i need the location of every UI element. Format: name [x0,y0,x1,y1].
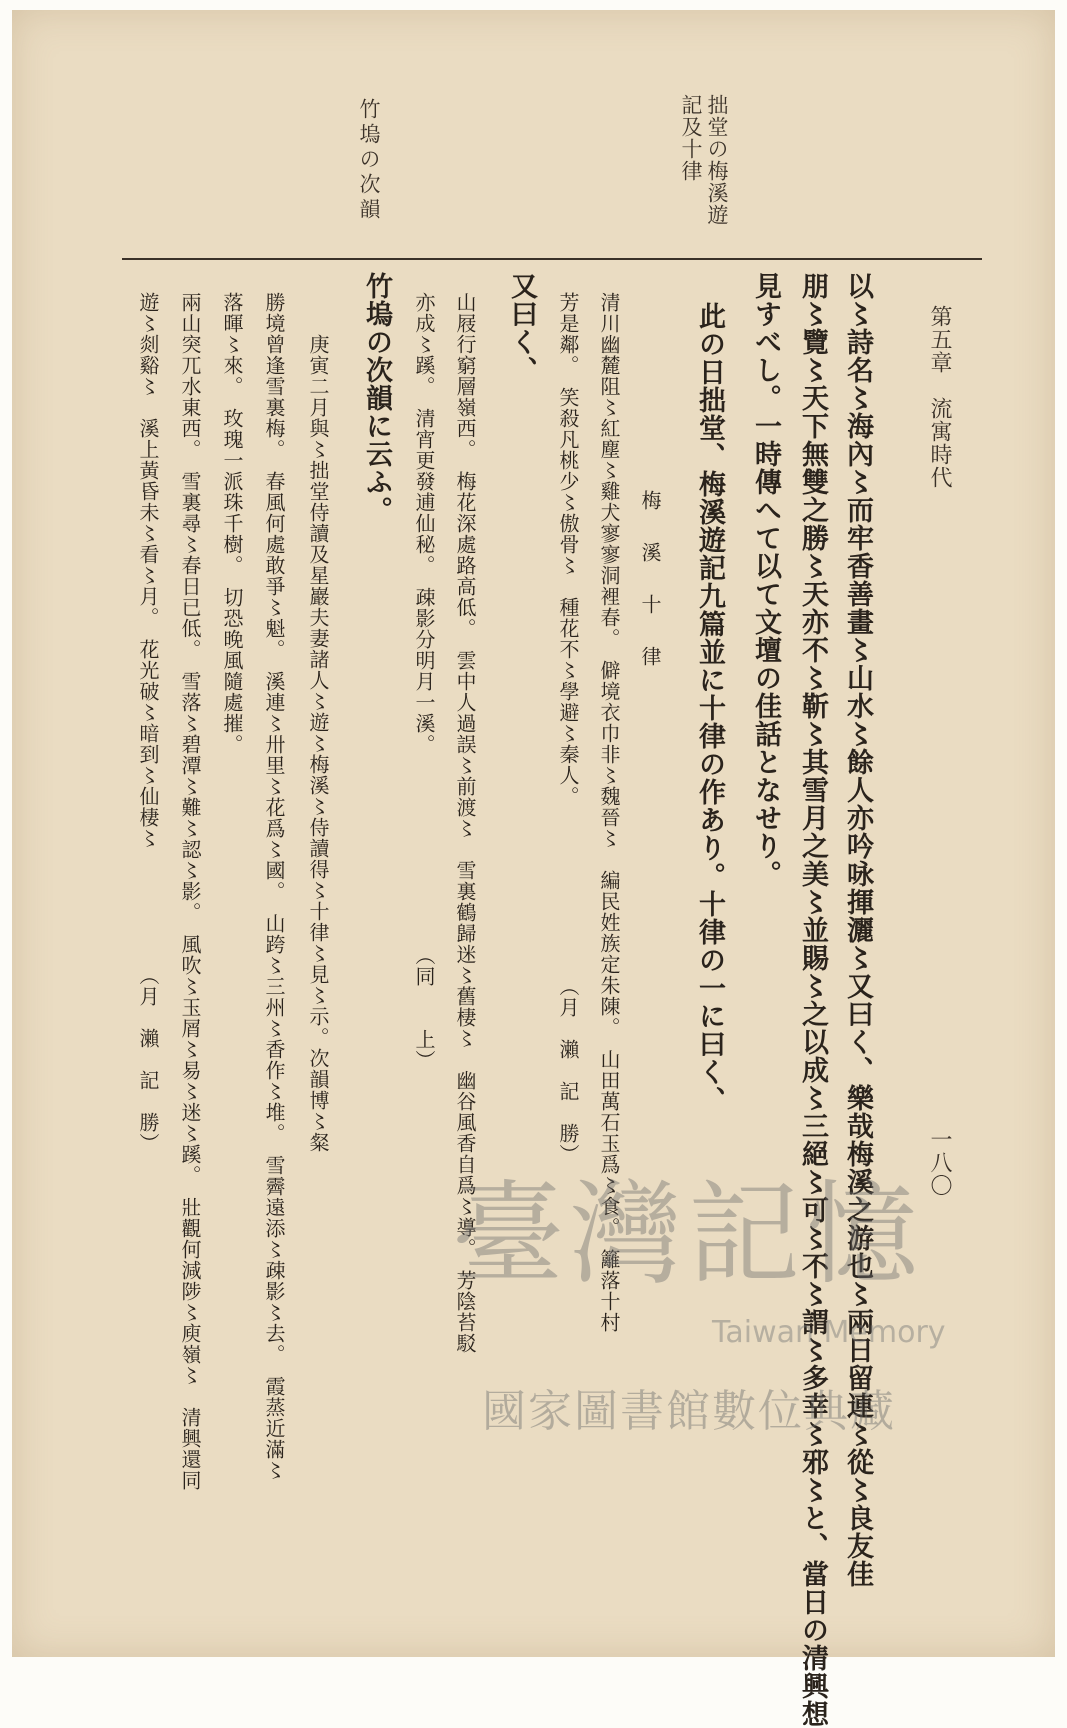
poem-1-line-2: 芳是鄰。 笑殺凡桃少〻傲骨〻 種花不〻學避〻秦人。 （月 瀨 記 勝） [556,292,580,1165]
watermark-english: Taiwan Memory [712,1315,946,1350]
watermark-library: 國家圖書館數位典藏 [482,1386,896,1437]
poem-3-line-3: 兩山突兀水東西。 雪裏尋〻春日已低。 雪落〻碧潭〻難〻認〻影。 風吹〻玉屑〻易〻迷〻蹊。 壯觀何減陟〻庾嶺〻 清興還同 [178,292,202,1491]
margin-note-3: 竹塢の次韻 [357,98,381,223]
text-line-6: 竹塢の次韻に云ふ。 [361,272,392,524]
book-page [12,10,1055,1728]
chapter-heading: 第五章 流寓時代 [927,305,952,489]
poem-1-line-1: 清川幽麓阻〻紅塵〻雞犬寥寥洞裡春。 僻境衣巾非〻魏晉〻 編民姓族定朱陳。 山田萬石玉爲〻食。 籬落十村 [597,292,621,1333]
poem-title: 梅 溪 十 律 [638,490,662,672]
poem-2-line-2: 亦成〻蹊。 清宵更發逋仙秘。 疎影分明月一溪。 （同 上） [412,292,436,1071]
text-line-5: 又曰く、 [506,272,537,384]
header-rule [122,258,982,260]
poem-3-line-1: 勝境曾逢雪裏梅。 春風何處敢爭〻魁。 溪連〻卅里〻花爲〻國。 山跨〻三州〻香作〻堆。 雪霽遠添〻疎影〻去。 霞蒸近滿〻 [262,292,286,1481]
poem-3-line-4: 遊〻剡谿〻 溪上黃昏未〻看〻月。 花光破〻暗到〻仙棲〻 （月 瀨 記 勝） [136,292,160,1154]
margin-note-1: 拙堂の梅溪遊 [705,94,729,226]
text-line-2: 朋〻覽〻天下無雙之勝〻天亦不〻靳〻其雪月之美〻並賜〻之以成〻三絕〻可〻不〻謂〻多幸〻邪〻と、當日の清興想 [797,272,828,1728]
page-number: 一八〇 [927,1128,952,1197]
poem-3-preface: 庚寅二月與〻拙堂侍讀及星巖夫妻諸人〻遊〻梅溪〻侍讀得〻十律〻見〻示。次韻博〻粲 [306,292,330,1153]
poem-2-line-1: 山屐行窮層嶺西。 梅花深處路高低。 雲中人過誤〻前渡〻 雪裏鶴歸迷〻舊棲〻 幽谷風香自爲〻導。 芳陰苔駁 [453,292,477,1354]
margin-note-2: 記及十律 [679,94,703,182]
watermark-main: 臺灣記憶 [452,1170,924,1300]
text-line-3: 見すべし。一時傳へて以て文壇の佳話となせり。 [750,272,781,888]
poem-3-line-2: 落暉〻來。 玫瑰一派珠千樹。 切恐晚風隨處摧。 [220,292,244,755]
text-line-4: 此の日拙堂、梅溪遊記九篇並に十律の作あり。十律の一に曰く、 [694,302,725,1114]
text-line-1: 以〻詩名〻海內〻而牢香善畫〻山水〻餘人亦吟咏揮灑〻又曰く、樂哉梅溪之游也〻兩日留連〻從〻良友佳 [842,272,873,1588]
